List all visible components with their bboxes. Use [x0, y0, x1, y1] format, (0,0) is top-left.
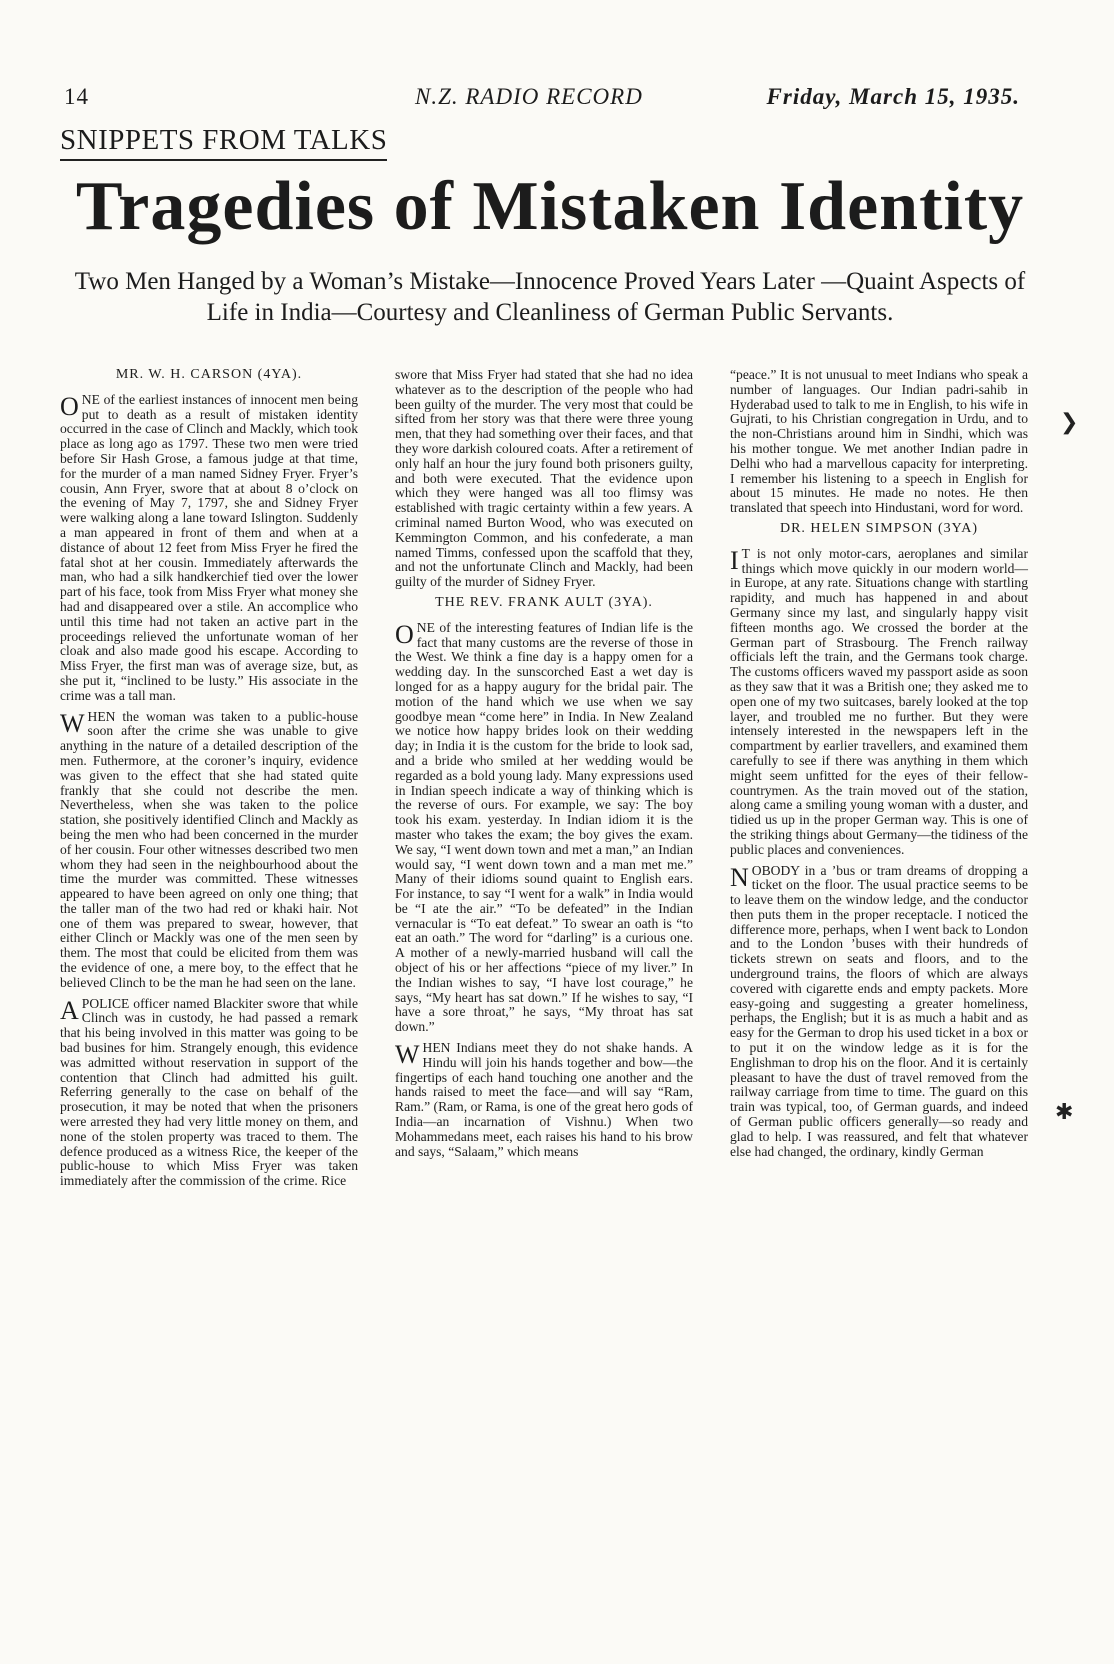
issue-date: Friday, March 15, 1935.: [766, 84, 1020, 109]
article-paragraph: NOBODY in a ’bus or tram dreams of dropping a ticket on the floor. The usual practice seems to be to leave them on the window ledge, and the conductor then puts them in the proper receptacle. I noticed the difference more, perhaps, when I went back to London and to the London ’buses with their hundreds of tickets strewn on seats and floors, and to the underground trains, the floors of which are always covered with cigarette ends and empty packets. More easy-going and suggesting a greater homeliness, perhaps, the English; but it is as much a habit and as easy for the German to drop his used ticket in a box or to put it on the window ledge as it is for the Englishman to drop his on the floor. And it is certainly pleasant to have the dust of travel removed from the railway carriage from time to time. The guard on this train was typical, too, of German guards, and indeed of German public officers generally—so ready and glad to help. I was reassured, and felt that whatever else had changed, the ordinary, kindly German: [730, 862, 1028, 1159]
page-header: [60, 80, 1020, 116]
byline-carson: MR. W. H. CARSON (4YA).: [115, 367, 303, 382]
subheadline: Two Men Hanged by a Woman’s Mistake—Innocence Proved Years Later —Quaint Aspects of Life in India—Courtesy and Cleanliness of German Public Servants.: [74, 268, 1026, 326]
column-2: [395, 368, 693, 1165]
column-3: [730, 368, 1028, 1165]
page-number: 14: [64, 84, 89, 109]
article-paragraph: WHEN Indians meet they do not shake hands. A Hindu will join his hands together and bow—the fingertips of each hand touching one another and the hands raised to meet the face—and will say “Ram, Ram.” (Ram, or Rama, is one of the great hero gods of India—an incarnation of Vishnu.) When two Mohammedans meet, each raises his hand to his brow and says, “Salaam,” which means: [395, 1040, 693, 1159]
headline: Tragedies of Mistaken Identity: [75, 168, 1025, 245]
article-paragraph: ONE of the interesting features of Indian life is the fact that many customs are the reverse of those in the West. We think a fine day is a happy omen for a wedding day. In the sunscorched East a wet day is longed for as a happy augury for the bridal pair. The motion of the hand which we use when we say goodbye mean “come here” in India. In New Zealand we notice how happy brides look on their wedding day; in India it is the custom for the bride to look sad, and a bride who smiled at her wedding would be regarded as a bold young lady. Many expressions used in Indian speech indicate a way of thinking which is the reverse of ours. For example, we say: The boy took his exam. yesterday. In Indian idiom it is the master who takes the exam; the boy gives the exam. We say, “I went down town and met a man,” an Indian would say, “I went down town and a man met me.” Many of their idioms sound quaint to English ears. For instance, to say “I went for a walk” in India would be “I ate the air.” “To be defeated” in the Indian vernacular is “To eat defeat.” To swear an oath is “to eat an oath.” The word for “darling” is a curious one. A mother of a newly-married husband will call the object of his or her affections “piece of my liver.” In the Indian wishes to say, “I have lost courage,” he says, “My heart has sat down.” If he wishes to say, “I have a sore throat,” he says, “My throat has sat down.”: [395, 619, 693, 1035]
column-1: [60, 368, 358, 1195]
ink-blot-icon: ✱: [1055, 1100, 1074, 1125]
margin-mark-icon: ❯: [1060, 410, 1079, 435]
article-paragraph: APOLICE officer named Blackiter swore that while Clinch was in custody, he had passed a remark that his being involved in this matter was going to be bad busines for him. Strangely enough, this evidence was admitted without reservation in support of the contention that Clinch had admitted his guilt. Referring generally to the case on behalf of the prosecution, it may be noted that when the prisoners were arrested they had very little money on them, and none of the stolen property was traced to them. The defence produced as a witness Rice, the keeper of the public-house to which Miss Fryer was taken immediately after the commission of the crime. Rice: [60, 995, 358, 1189]
masthead: N.Z. RADIO RECORD: [415, 84, 643, 109]
section-title: SNIPPETS FROM TALKS: [60, 124, 387, 161]
byline-simpson: DR. HELEN SIMPSON (3YA): [779, 520, 978, 536]
article-paragraph: “peace.” It is not unusual to meet Indians who speak a number of languages. Our Indian padri-sahib in Hyderabad used to talk to me in English, to his wife in Gujrati, to his Christian congregation in Urdu, and to the non-Christians around him in Sindhi, which was his mother tongue. We met another Indian padre in Delhi who had a marvellous capacity for interpreting. I remember his listening to a speech in English for about 15 minutes. He made no notes. He then translated that speech into Hindustani, word for word.: [730, 367, 1028, 516]
article-paragraph: WHEN the woman was taken to a public-house soon after the crime she was unable to give anything in the nature of a detailed description of the men. Futhermore, at the coroner’s inquiry, evidence was given to the effect that she had stated quite frankly that she could not describe the men. Nevertheless, when she was taken to the police station, she positively identified Clinch and Mackly as being the men who had been concerned in the murder of her cousin. Four other witnesses described two men whom they had seen in the neighbourhood about the time the murder was committed. These witnesses appeared to have been agreed on only one thing; that the taller man of the two had red or khaki hair. Not one of them was prepared to swear, however, that either Clinch or Mackly was one of the men seen by them. The most that could be elicited from them was the evidence of one, a mere boy, to the effect that he believed Clinch to be the man he had seen on the lane.: [60, 708, 358, 990]
byline-ault: THE REV. FRANK AULT (3YA).: [435, 594, 653, 610]
article-paragraph: ONE of the earliest instances of innocent men being put to death as a result of mistaken identity occurred in the case of Clinch and Mackly, which took place as long ago as 1797. These two men were tried before Sir Hash Grose, a famous judge at that time, for the murder of a man named Sidney Fryer. Fryer’s cousin, Ann Fryer, swore that at about 8 o’clock on the evening of May 7, 1797, she and Sidney Fryer were walking along a lane toward Islington. Suddenly a man appeared in front of them and when at a distance of about 12 feet from Miss Fryer he fired the fatal shot at her cousin. Immediately afterwards the man, who had a silk handkerchief tied over the lower part of his face, took from Miss Fryer what money she had and disappeared over a stile. An accomplice who until this time had not taken an active part in the proceedings relieved the unfortunate woman of her cloak and also made good his escape. According to Miss Fryer, the first man was of average size, but, as she put it, “inclined to be lusty.” His associate in the crime was a tall man.: [60, 391, 358, 703]
article-paragraph: IT is not only motor-cars, aeroplanes and similar things which move quickly in our modern world—in Europe, at any rate. Situations change with startling rapidity, and much has happened in and about Germany since my last, and singularly happy visit fifteen months ago. We crossed the border at the German part of Strasbourg. The French railway officials left the train, and the Germans took charge. The customs officers waved my passport aside as soon as they saw that it was a British one; they asked me to open one of my two suitcases, barely looked at the top layer, and troubled me no further. But they were intensely interested in the newspapers left in the compartment by earlier travellers, and examined them carefully to see if there was anything in them which might seem unfitted for the eyes of their fellow-countrymen. As the train moved out of the station, along came a smiling young woman with a duster, and tidied us up in the proper German way. This is one of the striking things about Germany—the tidiness of the public places and conveniences.: [730, 545, 1028, 857]
article-paragraph: swore that Miss Fryer had stated that she had no idea whatever as to the description of the people who had been guilty of the murder. The very most that could be sifted from her story was that there were three young men, that they had something over their faces, and that they wore darkish coloured coats. After a retirement of only half an hour the jury found both prisoners guilty, and both were executed. That the evidence upon which they were hanged was all too flimsy was established with tragic certainty within a few years. A criminal named Burton Wood, who was executed on Kemmington Common, and his confederate, a man named Timms, confessed upon the scaffold that they, and not the unfortunate Clinch and Mackly, had been guilty of the murder of Sidney Fryer.: [395, 367, 693, 590]
